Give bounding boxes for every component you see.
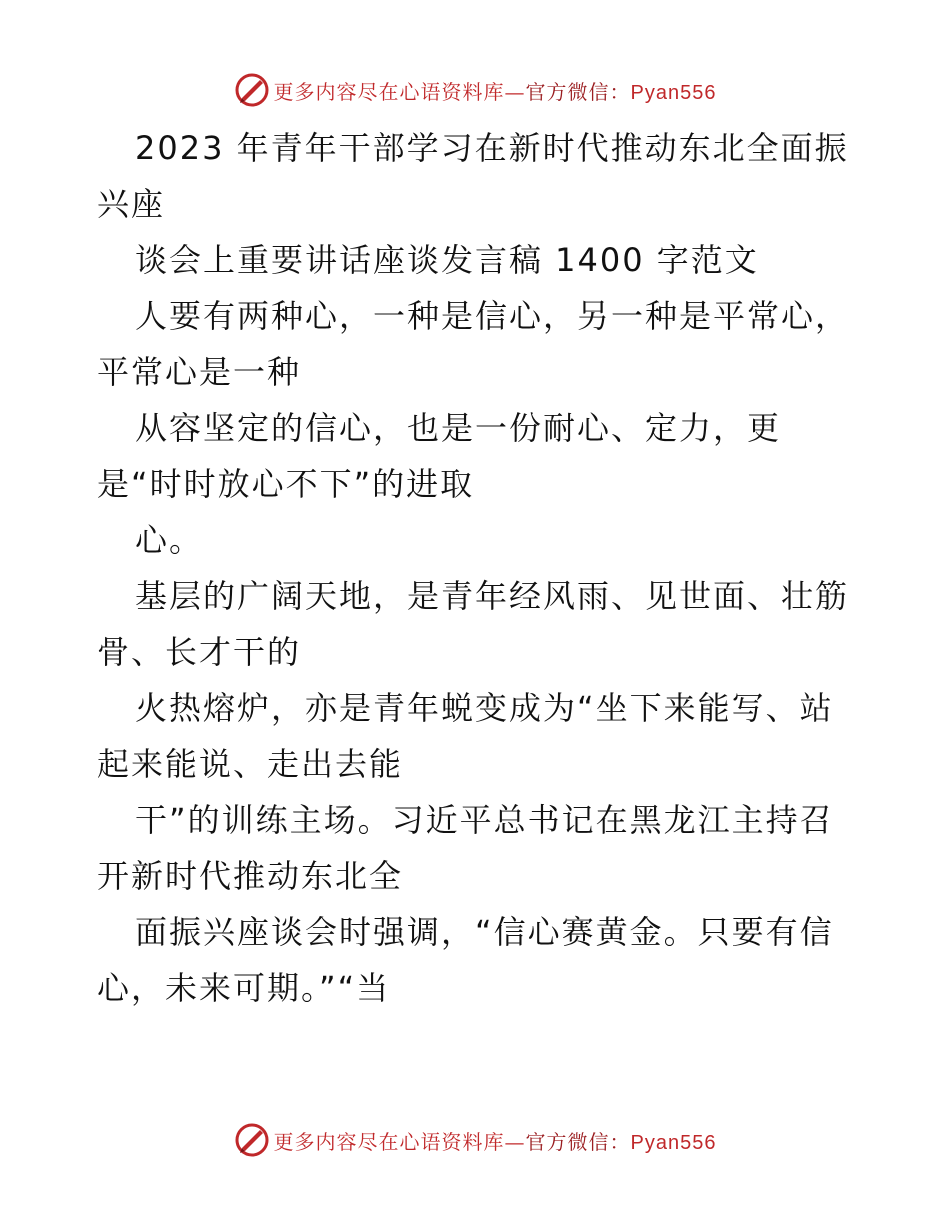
- text-line: 兴座: [97, 185, 166, 223]
- text-line: 起来能说、走出去能: [97, 745, 404, 783]
- banner-wechat-id: Pyan556: [630, 81, 717, 104]
- pen-logo-icon: [234, 1122, 270, 1158]
- text-line: 火热熔炉，亦是青年蜕变成为“坐下来能写、站: [135, 689, 834, 727]
- pen-logo-icon: [234, 72, 270, 108]
- banner-site-text: 更多内容尽在心语资料库: [273, 79, 505, 104]
- document-body: [97, 120, 877, 1016]
- text-line: 谈会上重要讲话座谈发言稿 1400 字范文: [135, 241, 759, 279]
- header-banner: [0, 70, 950, 110]
- text-line: 开新时代推动东北全: [97, 857, 404, 895]
- text-line: 基层的广阔天地，是青年经风雨、见世面、壮筋: [135, 577, 850, 615]
- text-line: 2023 年青年干部学习在新时代推动东北全面振: [135, 129, 849, 167]
- text-line: 从容坚定的信心，也是一份耐心、定力，更: [135, 409, 782, 447]
- text-line: 面振兴座谈会时强调，“信心赛黄金。只要有信: [135, 913, 834, 951]
- banner-wechat-label: 官方微信：: [525, 1129, 631, 1154]
- text-line: 是“时时放心不下”的进取: [97, 465, 475, 503]
- text-line: 人要有两种心，一种是信心，另一种是平常心，: [135, 297, 850, 335]
- banner-wechat-id: Pyan556: [630, 1131, 717, 1154]
- banner-site-text: 更多内容尽在心语资料库: [273, 1129, 505, 1154]
- text-line: 干”的训练主场。习近平总书记在黑龙江主持召: [135, 801, 834, 839]
- text-line: 心，未来可期。”“当: [97, 969, 391, 1007]
- footer-banner: [0, 1120, 950, 1160]
- text-line: 骨、长才干的: [97, 633, 302, 671]
- banner-wechat-label: 官方微信：: [525, 79, 631, 104]
- banner-dash: —: [504, 1129, 526, 1154]
- text-line: 心。: [135, 521, 204, 559]
- banner-dash: —: [504, 79, 526, 104]
- text-line: 平常心是一种: [97, 353, 302, 391]
